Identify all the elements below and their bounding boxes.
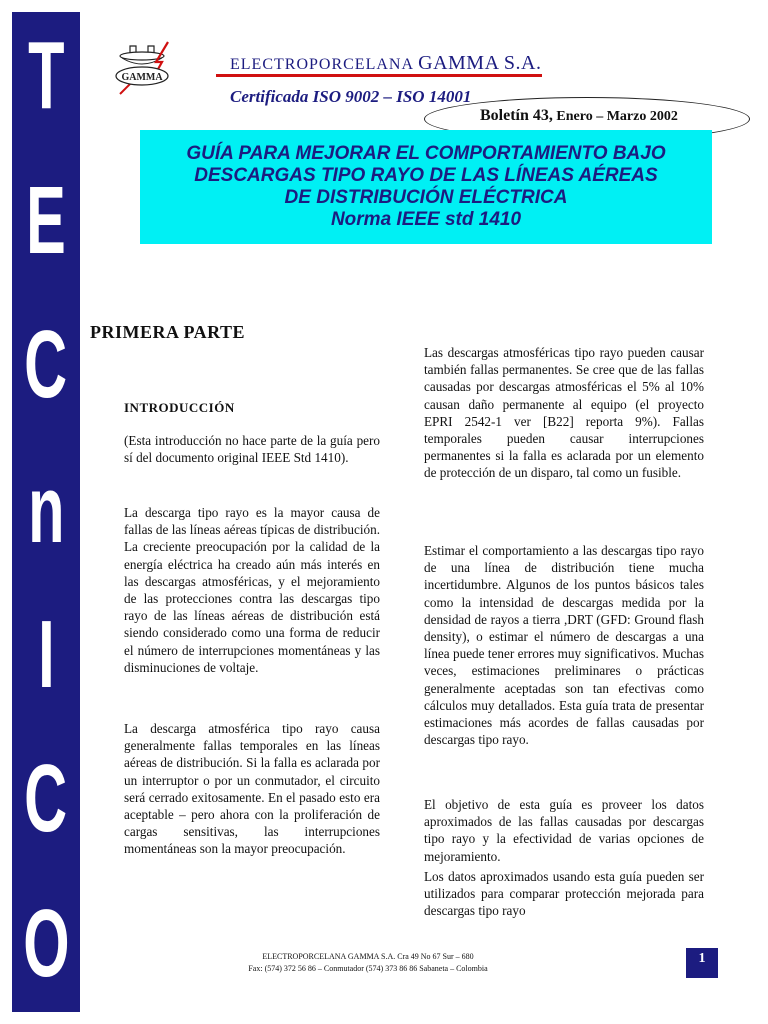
title-line: GUÍA PARA MEJORAR EL COMPORTAMIENTO BAJO xyxy=(186,143,666,164)
paragraph: Estimar el comportamiento a las descargas tipo rayo de una línea de distribución tiene mucha incertidumbre. Algunos de los puntos básicos tales como la intensidad de descargas medida por la densidad de rayos a tierra ,DRT (GFD: Ground flash density), o estimar el número de descargas a una línea puede tener errores muy significativos. Muchas veces, estimaciones preliminares o prácticas generalmente aceptadas son tan efectivas como cálculos muy detallados. Esta guía trata de presentar estimaciones más acordes de fallas causadas por descargas tipo rayo. xyxy=(424,543,704,748)
company-name xyxy=(230,52,541,75)
right-column xyxy=(424,344,704,482)
sidebar-letter: I xyxy=(37,600,55,708)
header-divider xyxy=(216,74,542,77)
sidebar-vertical-word xyxy=(12,12,80,1012)
right-column xyxy=(424,796,704,865)
bulletin-period: Enero – Marzo 2002 xyxy=(556,109,678,124)
right-column xyxy=(424,542,704,748)
company-prefix: ELECTROPORCELANA xyxy=(230,56,414,73)
paragraph: Las descargas atmosféricas tipo rayo pueden causar también fallas permanentes. Se cree que de las fallas causadas por descargas atmosféricas el 5% al 10% causan daño permanente al equipo (el proyecto EPRI 2542-1 ver [B22] reporta 9%). Fallas temporales pueden causar interrupciones permanentes si la falla es aclarada por un elemento de protección de un disparo, tal como un fusible. xyxy=(424,345,704,481)
sidebar-letter: C xyxy=(24,745,68,853)
paragraph: La descarga tipo rayo es la mayor causa de fallas de las líneas aéreas típicas de distribución. La creciente preocupación por la calidad de la energía eléctrica ha creado aún más interés en las descargas atmosféricas, y el mejoramiento de las protecciones contra las descargas tipo rayo de las líneas aéreas de distribución está siendo considerado como una forma de reducir el número de interrupciones momentáneas y las disminuciones de voltaje. xyxy=(124,505,380,675)
footer-contact: Fax: (574) 372 56 86 – Conmutador (574) 373 86 86 Sabaneta – Colombia xyxy=(248,964,488,973)
paragraph: El objetivo de esta guía es proveer los datos aproximados de las fallas causadas por descargas tipo rayo y la efectividad de varias opciones de mejoramiento. xyxy=(424,797,704,864)
logo-text: GAMMA xyxy=(121,72,163,83)
company-logo xyxy=(108,40,178,100)
sidebar-letter: O xyxy=(22,889,70,997)
paragraph: Los datos aproximados usando esta guía pueden ser utilizados para comparar protección mejorada para descargas tipo rayo xyxy=(424,869,704,919)
title-line: DE DISTRIBUCIÓN ELÉCTRICA xyxy=(284,187,568,208)
bulletin-label xyxy=(480,107,678,125)
right-column xyxy=(424,868,704,920)
sidebar-letter: n xyxy=(27,455,65,563)
sidebar-letter: C xyxy=(24,311,68,419)
title-line: Norma IEEE std 1410 xyxy=(330,209,522,230)
document-title-box xyxy=(140,130,712,244)
footer-address: ELECTROPORCELANA GAMMA S.A. Cra 49 No 67 Sur – 680 xyxy=(262,952,474,961)
left-column xyxy=(124,504,380,676)
page-number-badge: 1 xyxy=(686,948,718,978)
certification-line: Certificada ISO 9002 – ISO 14001 xyxy=(230,87,472,106)
part-title: PRIMERA PARTE xyxy=(90,322,246,342)
bulletin-number: Boletín 43, xyxy=(480,107,553,124)
left-column xyxy=(124,720,380,858)
title-line: DESCARGAS TIPO RAYO DE LAS LÍNEAS AÉREAS xyxy=(194,165,658,186)
sidebar-band xyxy=(12,12,80,1012)
paragraph: La descarga atmosférica tipo rayo causa generalmente fallas temporales en las líneas aéreas de distribución. Si la falla es aclarada por un interruptor o por un conmutador, el circuito será cerrado exitosamente. En el pasado esto era aceptable – pero ahora con la proliferación de cargas sensitivas, las interrupciones momentáneas son la mayor preocupación. xyxy=(124,721,380,857)
sidebar-letter: T xyxy=(27,22,65,129)
sidebar-letter: E xyxy=(26,166,66,274)
paragraph: (Esta introducción no hace parte de la guía pero sí del documento original IEEE Std 1410). xyxy=(124,433,380,466)
left-column xyxy=(124,432,380,466)
company-name-main: GAMMA S.A. xyxy=(418,52,542,74)
section-heading: INTRODUCCIÓN xyxy=(124,400,235,415)
